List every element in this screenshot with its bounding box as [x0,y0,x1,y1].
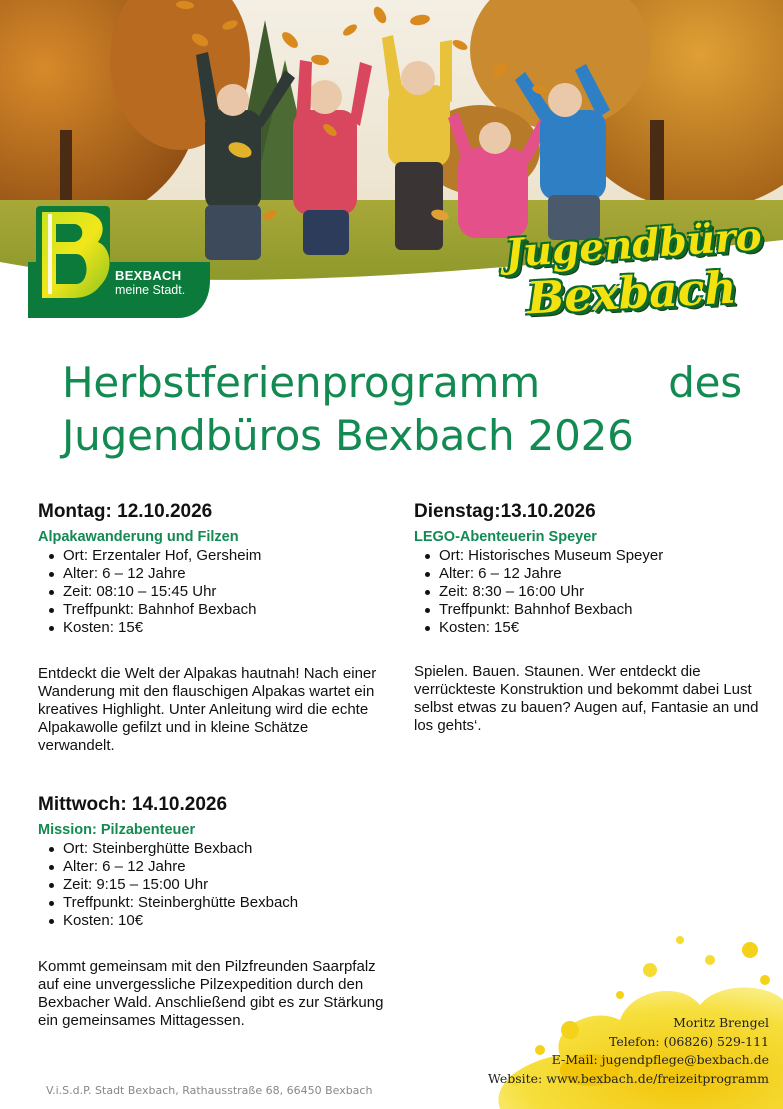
event-time: Zeit: 8:30 – 16:00 Uhr [424,583,764,601]
city-logo-text [115,268,185,297]
event-wednesday [38,793,398,1030]
event-monday [38,500,383,755]
contact-name: Moritz Brengel [673,1015,769,1030]
event-details-list [414,547,764,637]
event-age: Alter: 6 – 12 Jahre [48,858,398,876]
city-tagline: meine Stadt. [115,283,186,297]
youth-office-logo-line2: Bexbach [525,262,738,325]
event-time: Zeit: 08:10 – 15:45 Uhr [48,583,383,601]
event-age: Alter: 6 – 12 Jahre [424,565,764,583]
youth-office-logo [497,213,763,328]
event-cost: Kosten: 10€ [48,912,398,930]
contact-block [488,1014,769,1088]
event-day: Dienstag:13.10.2026 [414,501,596,522]
page-title-line2: Jugendbüros Bexbach 2026 [62,411,634,460]
event-location: Ort: Steinberghütte Bexbach [48,840,398,858]
event-age: Alter: 6 – 12 Jahre [48,565,383,583]
event-meeting-point: Treffpunkt: Bahnhof Bexbach [424,601,764,619]
contact-website[interactable]: Website: www.bexbach.de/freizeitprogramm [487,1070,769,1086]
event-tuesday [414,500,764,735]
event-cost: Kosten: 15€ [424,619,764,637]
event-location: Ort: Erzentaler Hof, Gersheim [48,547,383,565]
contact-phone: Telefon: (06826) 529-111 [609,1033,769,1049]
event-meeting-point: Treffpunkt: Steinberghütte Bexbach [48,894,398,912]
event-description: Kommt gemeinsam mit den Pilzfreunden Saarpfalz auf eine unvergessliche Pilzexpedition durch den Bexbacher Wald. Anschließend gibt es zur Stärkung ein gemeinsames Mittagessen. [38,958,384,1029]
event-day: Montag: 12.10.2026 [38,501,213,522]
event-day: Mittwoch: 14.10.2026 [38,794,228,815]
city-name: BEXBACH [115,268,182,283]
event-details-list [38,840,398,930]
event-details-list [38,547,383,637]
event-cost: Kosten: 15€ [48,619,383,637]
event-location: Ort: Historisches Museum Speyer [424,547,764,565]
event-description: Spielen. Bauen. Staunen. Wer entdeckt die verrückteste Konstruktion und bekommt dabei Lust selbst etwas zu bauen? Augen auf, Fantasie an und los gehts‘. [414,663,759,734]
imprint: V.i.S.d.P. Stadt Bexbach, Rathausstraße 68, 66450 Bexbach [46,1084,373,1097]
event-activity: Mission: Pilzabenteuer [38,822,196,838]
event-activity: LEGO-Abenteuerin Speyer [414,529,597,545]
event-meeting-point: Treffpunkt: Bahnhof Bexbach [48,601,383,619]
page-title-line1: Herbstferienprogramm des [62,358,742,407]
contact-email[interactable]: E-Mail: jugendpflege@bexbach.de [551,1052,769,1067]
page-title [62,356,742,462]
youth-office-logo-line1: Jugendbüro [503,213,763,277]
event-description: Entdeckt die Welt der Alpakas hautnah! Nach einer Wanderung mit den flauschigen Alpakas wartet ein kreatives Highlight. Unter Anleitung wird die echte Alpakawolle gefilzt und in kleine Schätze verwandelt. [38,665,377,754]
bexbach-b-logo-icon [28,202,210,318]
event-activity: Alpakawanderung und Filzen [38,529,239,545]
event-time: Zeit: 9:15 – 15:00 Uhr [48,876,398,894]
city-logo [28,202,210,318]
